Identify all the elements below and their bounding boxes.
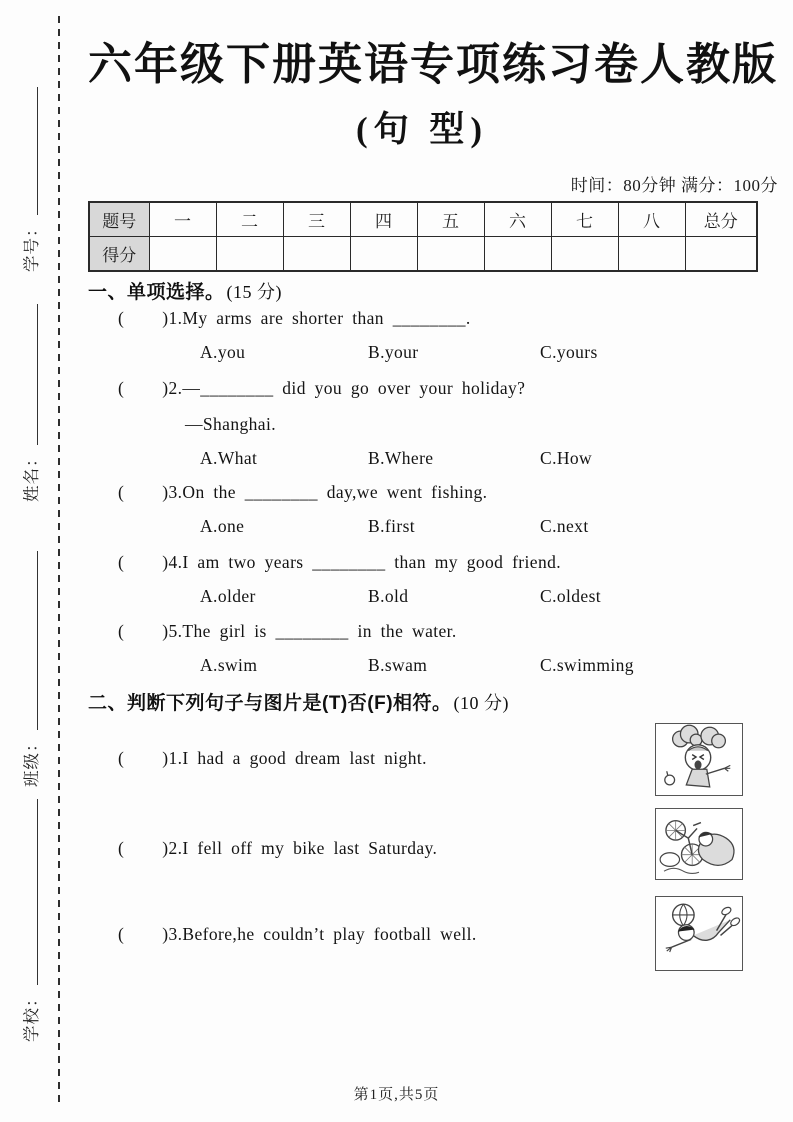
score-table-col-2: 二	[216, 202, 283, 237]
section1-heading: 一、单项选择。 (15 分)	[88, 282, 283, 303]
option-c: C.next	[540, 516, 589, 536]
question-text: I am two years ________ than my good friend.	[182, 552, 562, 572]
option-b: B.old	[368, 586, 409, 606]
answer-paren-open: (	[118, 621, 125, 641]
time-and-score-info: 时间：80分钟 满分：100分	[570, 176, 778, 195]
binding-dashed-line	[58, 16, 60, 1106]
fall-off-bike-image	[655, 808, 743, 880]
answer-paren-open: (	[118, 482, 125, 502]
name-blank-line	[37, 304, 38, 446]
answer-paren-close: )	[162, 838, 169, 858]
option-c: C.swimming	[540, 655, 634, 675]
question-1	[118, 308, 471, 329]
question-2	[118, 378, 525, 399]
option-a: A.older	[200, 586, 256, 606]
option-c: C.How	[540, 448, 593, 468]
name-label: 姓名：	[22, 449, 41, 502]
question-number: 3.	[168, 482, 183, 502]
question-number: 2.	[168, 378, 183, 398]
score-cell-empty	[149, 237, 216, 272]
score-cell-empty	[283, 237, 350, 272]
score-cell-empty	[350, 237, 417, 272]
answer-paren-open: (	[118, 838, 125, 858]
paper-title: 六年级下册英语专项练习卷人教版	[88, 40, 778, 89]
school-field	[18, 797, 42, 1042]
question-text: The girl is ________ in the water.	[182, 621, 457, 641]
answer-paren-open: (	[118, 308, 125, 328]
scared-child-dream-image	[655, 723, 743, 796]
answer-paren-close: )	[162, 924, 169, 944]
fall-off-bike-icon	[656, 809, 742, 879]
score-cell-empty	[484, 237, 551, 272]
question-number: 2.	[168, 838, 183, 858]
dive-with-ball-icon	[656, 897, 742, 970]
tf-question-3	[118, 924, 477, 945]
section2-points: (10 分)	[453, 693, 510, 713]
class-label: 班级：	[22, 734, 41, 787]
question-1-options	[88, 342, 756, 364]
answer-paren-close: )	[162, 621, 169, 641]
question-number: 1.	[168, 748, 183, 768]
score-table-col-5: 五	[417, 202, 484, 237]
option-a: A.swim	[200, 655, 258, 675]
score-row-label-cell: 得分	[89, 237, 149, 272]
student-id-label: 学号：	[22, 219, 41, 272]
question-2-answer-line	[185, 414, 276, 435]
paper-subtitle: (句 型)	[355, 110, 489, 149]
score-table-col-4: 四	[350, 202, 417, 237]
question-number-header-cell: 题号	[89, 202, 149, 237]
score-cell-empty	[216, 237, 283, 272]
question-5	[118, 621, 457, 642]
answer-paren-close: )	[162, 552, 169, 572]
score-cell-empty	[551, 237, 618, 272]
option-a: A.What	[200, 448, 258, 468]
question-text: I fell off my bike last Saturday.	[182, 838, 438, 858]
tf-question-1	[118, 748, 427, 769]
school-label: 学校：	[22, 989, 41, 1042]
score-table-score-row	[89, 237, 757, 272]
question-4-options	[88, 586, 756, 608]
answer-paren-close: )	[162, 748, 169, 768]
scared-child-dream-icon	[656, 724, 742, 795]
option-b: B.Where	[368, 448, 434, 468]
student-id-blank-line	[37, 87, 38, 216]
school-blank-line	[37, 799, 38, 986]
class-field	[18, 549, 42, 787]
question-3-options	[88, 516, 756, 538]
question-text: I had a good dream last night.	[182, 748, 427, 768]
section1-points: (15 分)	[226, 282, 283, 302]
question-text-line2: —Shanghai.	[185, 414, 277, 434]
option-b: B.swam	[368, 655, 428, 675]
answer-paren-open: (	[118, 924, 125, 944]
question-text: On the ________ day,we went fishing.	[182, 482, 488, 502]
student-id-field	[18, 85, 42, 272]
score-table-total-header-cell: 总分	[685, 202, 757, 237]
tf-question-2	[118, 838, 437, 859]
option-b: B.your	[368, 342, 419, 362]
score-table-col-1: 一	[149, 202, 216, 237]
answer-paren-close: )	[162, 308, 169, 328]
option-c: C.yours	[540, 342, 598, 362]
dive-with-ball-image	[655, 896, 743, 971]
option-b: B.first	[368, 516, 416, 536]
score-table	[88, 201, 758, 272]
question-4	[118, 552, 561, 573]
question-number: 4.	[168, 552, 183, 572]
question-number: 5.	[168, 621, 183, 641]
answer-paren-open: (	[118, 552, 125, 572]
answer-paren-close: )	[162, 378, 169, 398]
score-table-col-7: 七	[551, 202, 618, 237]
option-c: C.oldest	[540, 586, 602, 606]
answer-paren-open: (	[118, 378, 125, 398]
question-text: Before,he couldn’t play football well.	[182, 924, 477, 944]
question-5-options	[88, 655, 756, 677]
score-table-col-6: 六	[484, 202, 551, 237]
section2-heading: 二、判断下列句子与图片是(T)否(F)相符。 (10 分)	[88, 693, 510, 714]
question-number: 1.	[168, 308, 183, 328]
score-cell-empty	[618, 237, 685, 272]
class-blank-line	[37, 551, 38, 731]
answer-paren-open: (	[118, 748, 125, 768]
question-2-options	[88, 448, 756, 470]
question-3	[118, 482, 487, 503]
option-a: A.you	[200, 342, 246, 362]
score-table-col-8: 八	[618, 202, 685, 237]
score-table-header-row	[89, 202, 757, 237]
question-text: My arms are shorter than ________.	[182, 308, 471, 328]
page-number: 第1页,共5页	[353, 1087, 440, 1103]
option-a: A.one	[200, 516, 245, 536]
question-number: 3.	[168, 924, 183, 944]
score-cell-empty	[417, 237, 484, 272]
question-text: —________ did you go over your holiday?	[182, 378, 526, 398]
score-table-col-3: 三	[283, 202, 350, 237]
answer-paren-close: )	[162, 482, 169, 502]
score-cell-empty	[685, 237, 757, 272]
name-field	[18, 302, 42, 502]
